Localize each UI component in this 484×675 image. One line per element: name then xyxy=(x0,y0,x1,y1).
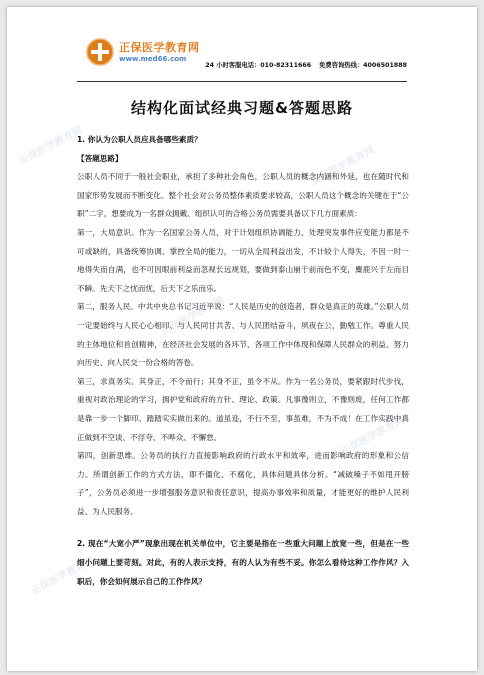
hotline-info xyxy=(205,60,407,69)
question-1: 1. 你认为公职人员应具备哪些素质？ xyxy=(77,135,202,144)
hotline-24h: 24 小时客服电话：010-82311666 xyxy=(205,62,312,69)
watermark: 正保医学教育网 xyxy=(309,144,377,188)
watermark: 正保医学教育网 xyxy=(159,294,227,338)
free-hotline: 免费咨询热线：4006501888 xyxy=(319,62,407,69)
site-name: 正保医学教育网 xyxy=(119,41,200,54)
page-header xyxy=(77,33,407,82)
logo-icon xyxy=(85,37,115,67)
document-title: 结构化面试经典习题&答题思路 xyxy=(130,99,354,117)
question-2: 2. 现在“大宽小严”现象出现在机关单位中，它主要是指在一些重大问题上放宽一些，但是在一些细小问题上要苛刻。对此，有的人表示支持，有的人认为有些不妥。你怎么看待这种工作作风？入职后，你会如何展示自己的工作作风？ xyxy=(77,539,409,586)
watermark: 正保医学教育网 xyxy=(17,124,85,168)
answer-paragraph: 公职人员不同于一般社会职业，承担了多种社会角色，公职人员的概念内涵和外延，也在随时代和国家形势发展而不断变化。整个社会对公务员整体素质要求较高，公职人员这个概念的关键在于“公职”二字，想要成为一名群众拥戴、组织认可的合格公务员需要具备以下几方面素质： xyxy=(77,172,409,219)
answer-paragraph: 第二，服务人民。中共中央总书记习近平说：“人民是历史的创造者，群众是真正的英雄。”公职人员一定要始终与人民心心相印、与人民同甘共苦、与人民团结奋斗，夙夜在公，勤勉工作。尊重人民的主体地位和首创精神，在经济社会发展的各环节、各项工作中体现和保障人民群众的利益。努力向历史、向人民交一份合格的答卷。 xyxy=(77,302,409,368)
document-page xyxy=(7,7,477,671)
document-body xyxy=(77,131,409,591)
answer-paragraph: 第三，求真务实。其身正，不令而行；其身不正，虽令不从。作为一名公务员，要紧跟时代步伐，重视对政治理论的学习，拥护党和政府的方针、理论、政策。凡事豫则立，不豫则废，任何工作都是靠一步一个脚印、踏踏实实做出来的。道虽迩，不行不至，事虽难，不为不成！在工作实践中真正做到不空谈、不浮夸、不哗众、不懈怠。 xyxy=(77,376,409,442)
watermark: 正保医学教育网 xyxy=(339,414,407,458)
answer-tag: 【答题思路】 xyxy=(77,153,123,163)
site-url: www.med66.com xyxy=(119,55,187,63)
answer-paragraph: 第四，创新思维。公务员的执行力直接影响政府的行政水平和效率，进而影响政府的形象和公信力。所谓创新工作的方式方法，即不僵化、不腐化，具体问题具体分析。“减破嗓子不如甩开膀子”，公务员必须进一步增强服务意识和责任意识，提高办事效率和质量，才能更好的维护人民利益、为人民服务。 xyxy=(77,451,409,516)
watermark: 正保医学教育网 xyxy=(29,554,97,598)
answer-paragraph: 第一，大局意识。作为一名国家公务人员，对于计划组织协调能力、处理突发事件应变能力都是不可或缺的，具备统筹协调、掌控全局的能力，一切从全局利益出发，不计较个人得失，不因一时一地得失而自满，也不可因眼前利益而忽视长远规划，要做到泰山崩于前而色不变，麋鹿兴于左而目不瞬。先天下之忧而忧，后天下之乐而乐。 xyxy=(77,227,409,293)
